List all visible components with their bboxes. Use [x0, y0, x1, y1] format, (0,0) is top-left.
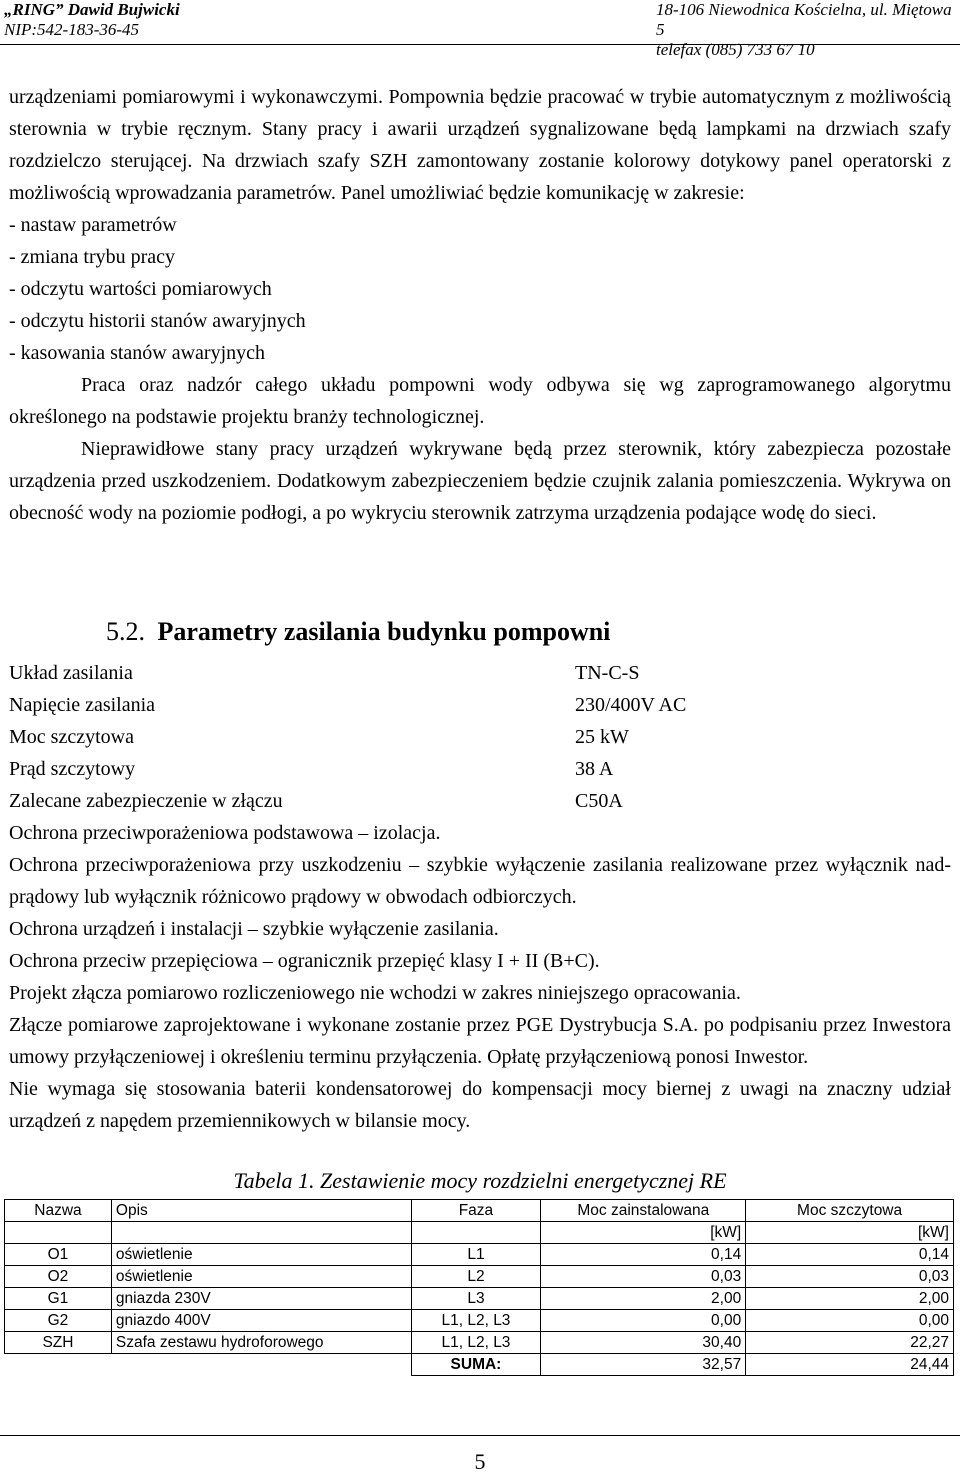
cell-opis: Szafa zestawu hydroforowego [111, 1332, 411, 1354]
table-row [5, 1266, 954, 1288]
section-heading [106, 615, 610, 649]
header-divider [0, 44, 960, 45]
param-value: 25 kW [575, 726, 629, 748]
cell-moc-inst: 0,14 [541, 1244, 746, 1266]
cell-moc-inst: 2,00 [541, 1288, 746, 1310]
cell-moc-inst: 0,00 [541, 1310, 746, 1332]
param-key: Prąd szczytowy [9, 758, 136, 780]
cell-faza: L3 [411, 1288, 541, 1310]
company-name: „RING” Dawid Bujwicki [4, 0, 180, 19]
note-paragraph: Projekt złącza pomiarowo rozliczeniowego nie wchodzi w zakres niniejszego opracowania. [9, 982, 741, 1004]
param-row [9, 721, 951, 753]
param-key: Moc szczytowa [9, 726, 134, 748]
table-row [5, 1244, 954, 1266]
sum-moc-szcz: 24,44 [746, 1354, 954, 1376]
note-paragraph: Ochrona przeciwporażeniowa przy uszkodzeniu – szybkie wyłączenie zasilania realizowane przez wyłącznik nad-prądowy lub wyłącznik różnicowo prądowy w obwodach odbiorczych. [9, 854, 951, 908]
cell-opis: oświetlenie [111, 1244, 411, 1266]
cell-moc-inst: 0,03 [541, 1266, 746, 1288]
company-nip: NIP:542-183-36-45 [4, 20, 140, 39]
list-item: - nastaw parametrów [9, 214, 177, 236]
cell-opis: gniazda 230V [111, 1288, 411, 1310]
note-paragraph: Złącze pomiarowe zaprojektowane i wykonane zostanie przez PGE Dystrybucja S.A. po podpisaniu przez Inwestora umowy przyłączeniowej i określeniu terminu przyłączenia. Opłatę przyłączeniową ponosi Inwestor. [9, 1014, 951, 1068]
table-cell [411, 1222, 541, 1244]
table-header-row [5, 1200, 954, 1222]
param-row [9, 689, 951, 721]
param-value: 230/400V AC [575, 694, 687, 716]
cell-moc-szcz: 0,00 [746, 1310, 954, 1332]
cell-opis: gniazdo 400V [111, 1310, 411, 1332]
param-key: Napięcie zasilania [9, 694, 156, 716]
sum-label: SUMA: [411, 1354, 541, 1376]
list-item: - odczytu historii stanów awaryjnych [9, 310, 306, 332]
table-cell [5, 1354, 112, 1376]
section-number: 5.2. [106, 617, 145, 646]
list-item: - odczytu wartości pomiarowych [9, 278, 272, 300]
col-header-moc-zainstalowana: Moc zainstalowana [541, 1200, 746, 1222]
intro-paragraph-1: urządzeniami pomiarowymi i wykonawczymi. Pompownia będzie pracować w trybie automatycznym z możliwością sterownia w trybie ręcznym. Stany pracy i awarii urządzeń sygnalizowane będą lampkami na drzwiach szafy rozdzielczo sterującej. Na drzwiach szafy SZH zamontowany zostanie kolorowy dotykowy panel operatorski z możliwością wprowadzania parametrów. Panel umożliwiać będzie komunikację w zakresie: [9, 86, 951, 204]
cell-faza: L1, L2, L3 [411, 1310, 541, 1332]
col-header-nazwa: Nazwa [5, 1200, 112, 1222]
table-cell [5, 1222, 112, 1244]
sum-moc-inst: 32,57 [541, 1354, 746, 1376]
param-row [9, 753, 951, 785]
note-paragraph: Ochrona przeciw przepięciowa – ogranicznik przepięć klasy I + II (B+C). [9, 950, 600, 972]
power-params-list [9, 657, 951, 817]
table-caption: Tabela 1. Zestawienie mocy rozdzielni energetycznej RE [233, 1168, 727, 1193]
table-cell [111, 1222, 411, 1244]
list-item: - zmiana trybu pracy [9, 246, 176, 268]
unit-cell: [kW] [541, 1222, 746, 1244]
section-title: Parametry zasilania budynku pompowni [157, 617, 611, 646]
param-value: TN-C-S [575, 662, 640, 684]
note-paragraph: Ochrona przeciwporażeniowa podstawowa – izolacja. [9, 822, 441, 844]
cell-moc-inst: 30,40 [541, 1332, 746, 1354]
cell-nazwa: O1 [5, 1244, 112, 1266]
intro-paragraph-3: Nieprawidłowe stany pracy urządzeń wykrywane będą przez sterownik, który zabezpiecza pozostałe urządzenia przed uszkodzeniem. Dodatkowym zabezpieczeniem będzie czujnik zalania pomieszczenia. Wykrywa on obecność wody na poziomie podłogi, a po wykryciu sterownik zatrzyma urządzenia podające wodę do sieci. [9, 438, 951, 524]
note-paragraph: Nie wymaga się stosowania baterii kondensatorowej do kompensacji mocy biernej z uwagi na znaczny udział urządzeń z napędem przemiennikowych w bilansie mocy. [9, 1078, 951, 1132]
param-key: Zalecane zabezpieczenie w złączu [9, 790, 283, 812]
param-row [9, 657, 951, 689]
table-sum-row [5, 1354, 954, 1376]
power-table [4, 1199, 954, 1376]
cell-nazwa: SZH [5, 1332, 112, 1354]
col-header-faza: Faza [411, 1200, 541, 1222]
cell-moc-szcz: 22,27 [746, 1332, 954, 1354]
cell-nazwa: G2 [5, 1310, 112, 1332]
cell-nazwa: G1 [5, 1288, 112, 1310]
cell-faza: L2 [411, 1266, 541, 1288]
page-number: 5 [474, 1449, 486, 1474]
header-right [656, 0, 956, 60]
col-header-moc-szczytowa: Moc szczytowa [746, 1200, 954, 1222]
intro-section [9, 81, 951, 529]
param-value: 38 A [575, 758, 614, 780]
param-row [9, 785, 951, 817]
page-header [0, 0, 960, 59]
param-key: Układ zasilania [9, 662, 133, 684]
cell-opis: oświetlenie [111, 1266, 411, 1288]
protection-notes [9, 817, 951, 1137]
table-cell [111, 1354, 411, 1376]
cell-nazwa: O2 [5, 1266, 112, 1288]
table-row [5, 1332, 954, 1354]
list-item: - kasowania stanów awaryjnych [9, 342, 266, 364]
company-address: 18-106 Niewodnica Kościelna, ul. Miętowa 5 [656, 0, 952, 39]
cell-moc-szcz: 0,03 [746, 1266, 954, 1288]
cell-moc-szcz: 0,14 [746, 1244, 954, 1266]
table-unit-row [5, 1222, 954, 1244]
company-phone: telefax (085) 733 67 10 [656, 40, 815, 59]
col-header-opis: Opis [111, 1200, 411, 1222]
unit-cell: [kW] [746, 1222, 954, 1244]
note-paragraph: Ochrona urządzeń i instalacji – szybkie wyłączenie zasilania. [9, 918, 499, 940]
cell-moc-szcz: 2,00 [746, 1288, 954, 1310]
param-value: C50A [575, 790, 623, 812]
header-left [4, 0, 180, 40]
table-row [5, 1310, 954, 1332]
footer-divider [0, 1435, 960, 1436]
cell-faza: L1 [411, 1244, 541, 1266]
intro-paragraph-2: Praca oraz nadzór całego układu pompowni wody odbywa się wg zaprogramowanego algorytmu określonego na podstawie projektu branży technologicznej. [9, 374, 951, 428]
table-row [5, 1288, 954, 1310]
cell-faza: L1, L2, L3 [411, 1332, 541, 1354]
